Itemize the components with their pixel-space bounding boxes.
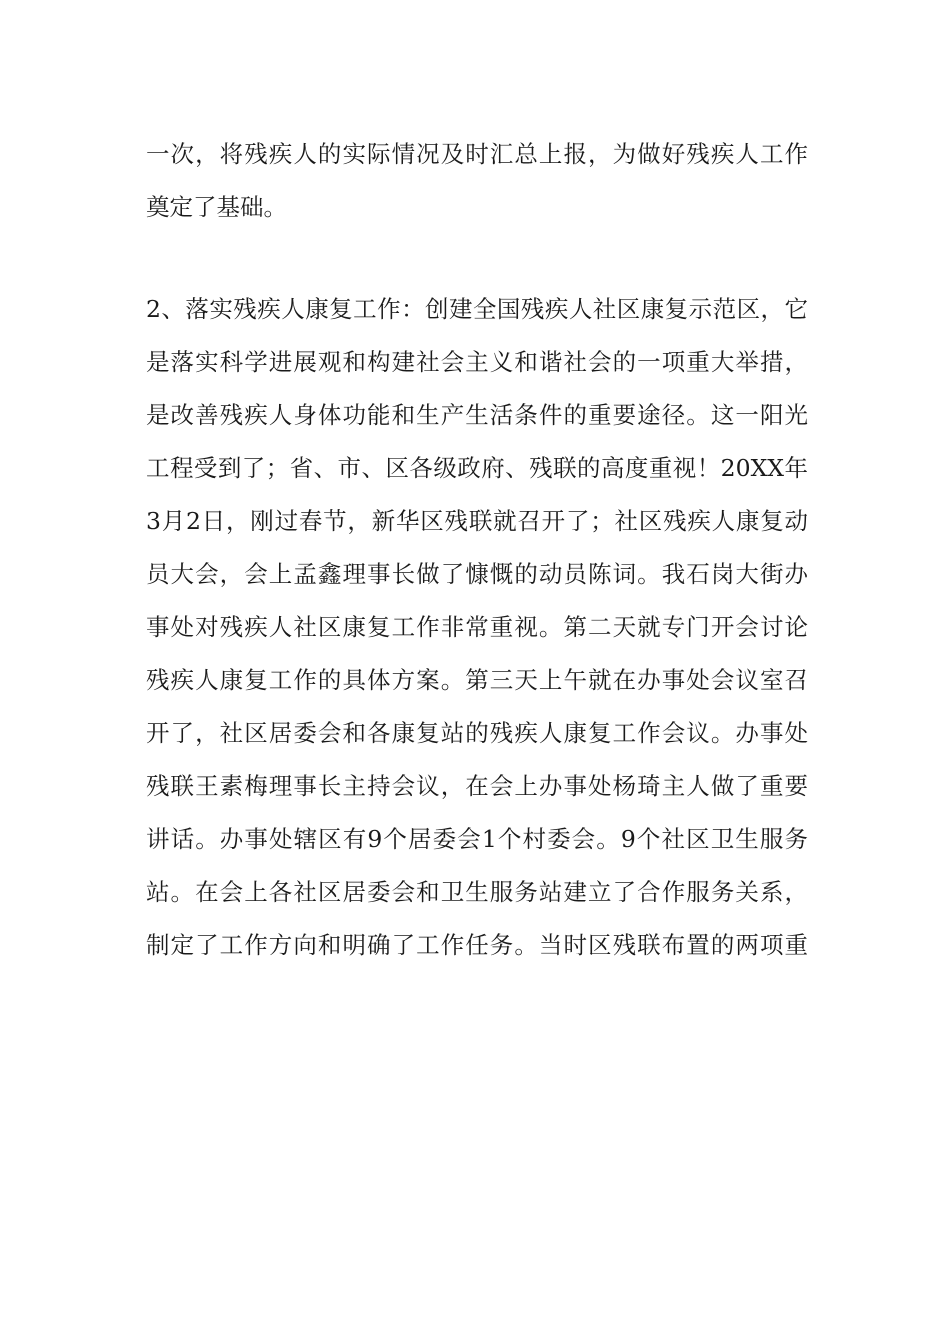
- text-line: 一次，将残疾人的实际情况及时汇总上报，为做好残疾人工作: [146, 140, 808, 168]
- text-line: 站。在会上各社区居委会和卫生服务站建立了合作服务关系，: [146, 877, 808, 906]
- text-line: 事处对残疾人社区康复工作非常重视。第二天就专门开会讨论: [146, 612, 808, 641]
- text-line: 员大会，会上孟鑫理事长做了慷慨的动员陈词。我石岗大街办: [146, 559, 808, 588]
- paragraph-2: [146, 283, 808, 972]
- text-line: 3月2日，刚过春节，新华区残联就召开了；社区残疾人康复动: [146, 506, 808, 535]
- text-line: 工程受到了；省、市、区各级政府、残联的高度重视！20XX年: [146, 453, 808, 482]
- paragraph-1: [146, 128, 808, 234]
- text-line: 制定了工作方向和明确了工作任务。当时区残联布置的两项重: [146, 930, 808, 959]
- text-line: 奠定了基础。: [146, 193, 287, 221]
- text-line: 是改善残疾人身体功能和生产生活条件的重要途径。这一阳光: [146, 400, 808, 429]
- text-line: 残联王素梅理事长主持会议，在会上办事处杨琦主人做了重要: [146, 771, 808, 800]
- text-line: 讲话。办事处辖区有9个居委会1个村委会。9个社区卫生服务: [146, 824, 808, 853]
- body-text: [146, 128, 808, 972]
- text-line: 2、落实残疾人康复工作：创建全国残疾人社区康复示范区，它: [146, 294, 808, 323]
- paragraph-spacing: [146, 234, 808, 283]
- text-line: 开了，社区居委会和各康复站的残疾人康复工作会议。办事处: [146, 718, 808, 747]
- text-line: 是落实科学进展观和构建社会主义和谐社会的一项重大举措，: [146, 347, 808, 376]
- text-line: 残疾人康复工作的具体方案。第三天上午就在办事处会议室召: [146, 665, 808, 694]
